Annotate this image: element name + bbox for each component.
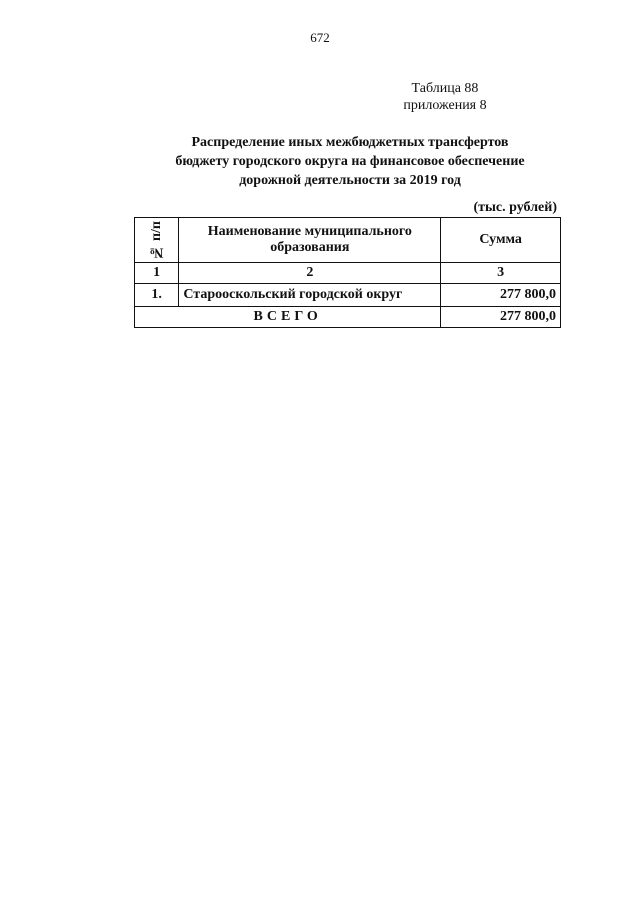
table-row (135, 284, 561, 307)
document-title (120, 133, 580, 190)
table-reference-line1: Таблица 88 (411, 81, 479, 96)
table-reference (380, 80, 510, 114)
header-name: Наименование муниципального образования (179, 218, 441, 263)
table-reference-line2: приложения 8 (403, 98, 487, 113)
column-index-row (135, 263, 561, 284)
title-line1: Распределение иных межбюджетных трансфертов (191, 135, 509, 150)
header-num: № п/п (148, 220, 164, 260)
row-num: 1. (135, 284, 179, 307)
table-header-row (135, 218, 561, 263)
column-index-3: 3 (441, 263, 561, 284)
header-num-cell (135, 218, 179, 263)
total-label: ВСЕГО (135, 307, 441, 328)
column-index-2: 2 (179, 263, 441, 284)
row-municipality-name: Старооскольский городской округ (179, 284, 441, 307)
row-sum: 277 800,0 (441, 284, 561, 307)
transfers-table (134, 217, 561, 328)
header-sum: Сумма (441, 218, 561, 263)
units-label: (тыс. рублей) (473, 200, 557, 215)
total-row (135, 307, 561, 328)
page-number: 672 (310, 30, 330, 45)
total-sum: 277 800,0 (441, 307, 561, 328)
column-index-1: 1 (135, 263, 179, 284)
title-line3: дорожной деятельности за 2019 год (239, 173, 461, 188)
title-line2: бюджету городского округа на финансовое обеспечение (175, 154, 525, 169)
